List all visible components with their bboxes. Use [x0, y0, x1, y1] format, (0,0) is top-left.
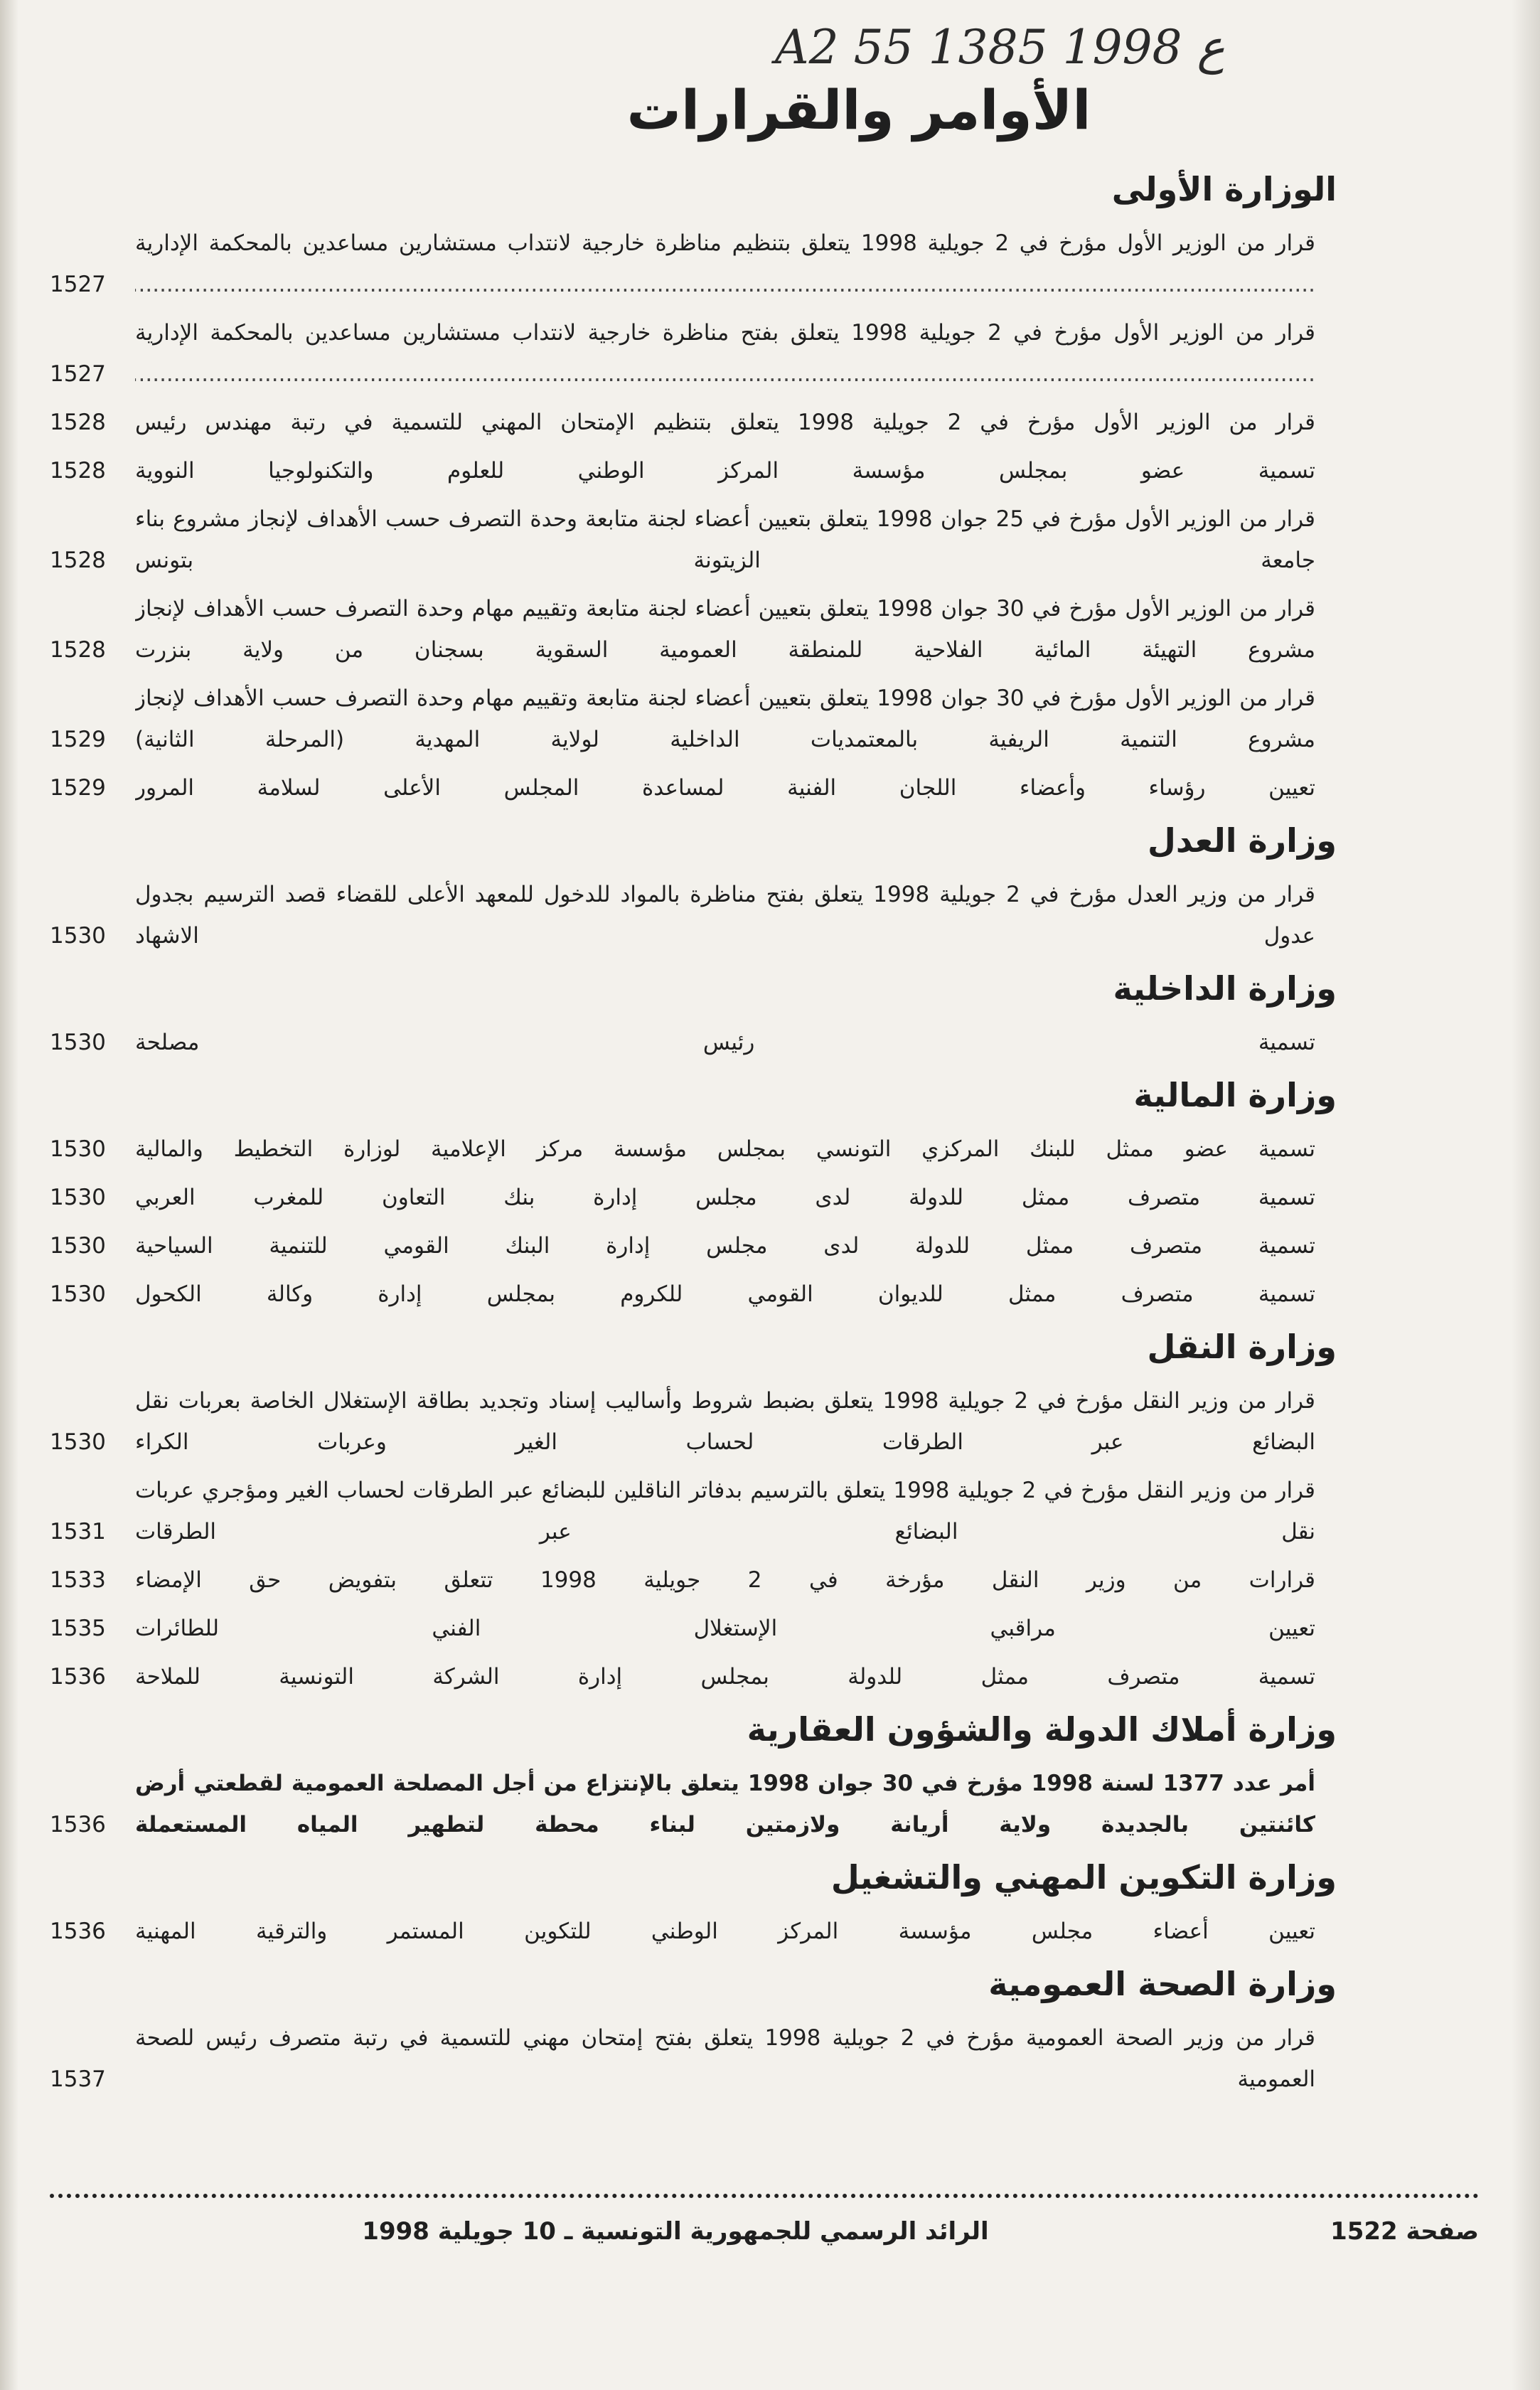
entry-page-number: 1530 — [50, 1233, 106, 1259]
section-title: وزارة المالية — [1133, 1076, 1337, 1114]
toc-entry[interactable] — [50, 767, 1337, 809]
entry-text: تسمية متصرف ممثل للدولة لدى مجلس إدارة بنك التعاون للمغرب العربي ..... — [135, 1185, 1315, 1218]
toc-entry[interactable] — [50, 2017, 1337, 2100]
table-of-contents — [50, 160, 1337, 2113]
entry-text: أمر عدد 1377 لسنة 1998 مؤرخ في 30 جوان 1998 يتعلق بالإنتزاع من أجل المصلحة العمومية لقطعتي أرض كائنتين بالجديدة ولاية أريانة ولازمتين لبناء محطة لتطهير المياه المستعملة ..... — [135, 1771, 1315, 1845]
entry-text: قرار من وزير النقل مؤرخ في 2 جويلية 1998 يتعلق بالترسيم بدفاتر الناقلين للبضائع عبر الطرقات لحساب الغير ومؤجري عربات نقل البضائع عبر الطرقات ..... — [135, 1478, 1315, 1552]
scan-edge-shadow-left — [0, 0, 18, 2390]
entry-page-number: 1533 — [50, 1567, 106, 1593]
scan-edge-shadow — [1512, 0, 1540, 2390]
toc-entry[interactable] — [50, 450, 1337, 491]
footer-page-number: صفحة 1522 — [1330, 2217, 1479, 2246]
toc-entry[interactable] — [50, 588, 1337, 671]
entry-text: تسمية رئيس مصلحة ..... — [135, 1030, 1315, 1063]
toc-entry[interactable] — [50, 1225, 1337, 1266]
section-justice — [50, 821, 1337, 956]
entry-page-number: 1528 — [50, 548, 106, 573]
footer-dotted-rule — [50, 2194, 1479, 2198]
toc-entry[interactable] — [50, 312, 1337, 395]
entry-text: تعيين مراقبي الإستغلال الفني للطائرات ..... — [135, 1616, 1315, 1649]
entry-page-number: 1529 — [50, 727, 106, 752]
toc-entry[interactable] — [50, 1129, 1337, 1170]
entry-text: قرار من الوزير الأول مؤرخ في 2 جويلية 1998 يتعلق بتنظيم الإمتحان المهني للتسمية في رتبة مهندس رئيس ..... — [135, 410, 1315, 443]
toc-entry[interactable] — [50, 402, 1337, 443]
entry-text: تسمية متصرف ممثل للدولة بمجلس إدارة الشركة التونسية للملاحة ..... — [135, 1664, 1315, 1697]
page-title: الأوامر والقرارات — [626, 78, 1091, 142]
entry-text: قرار من الوزير الأول مؤرخ في 30 جوان 1998 يتعلق بتعيين أعضاء لجنة متابعة وتقييم مهام وحدة التصرف حسب الأهداف لإنجاز مشروع التهيئة المائية الفلاحية للمنطقة العمومية السقوية بسجنان من ولاية بنزرت ..... — [135, 596, 1315, 671]
entry-page-number: 1527 — [50, 361, 106, 387]
toc-entry[interactable] — [50, 1656, 1337, 1697]
entry-page-number: 1528 — [50, 637, 106, 663]
section-transport — [50, 1328, 1337, 1697]
entry-page-number: 1529 — [50, 775, 106, 801]
page-footer — [50, 2217, 1479, 2253]
entry-text: قرار من وزير الصحة العمومية مؤرخ في 2 جويلية 1998 يتعلق بفتح إمتحان مهني للتسمية في رتبة متصرف رئيس للصحة العمومية ..... — [135, 2025, 1315, 2100]
entry-page-number: 1530 — [50, 1281, 106, 1307]
section-title: وزارة الصحة العمومية — [988, 1965, 1337, 2003]
toc-entry[interactable] — [50, 1470, 1337, 1552]
entry-page-number: 1536 — [50, 1919, 106, 1944]
toc-entry[interactable] — [50, 1559, 1337, 1601]
entry-text: قرار من الوزير الأول مؤرخ في 30 جوان 1998 يتعلق بتعيين أعضاء لجنة متابعة وتقييم مهام وحدة التصرف حسب الأهداف لإنجاز مشروع التنمية الريفية بالمعتمديات الداخلية لولاية المهدية (المرحلة الثانية) ..... — [135, 685, 1315, 760]
entry-page-number: 1530 — [50, 923, 106, 949]
section-interior — [50, 969, 1337, 1063]
section-title: وزارة النقل — [1147, 1328, 1337, 1366]
entry-text: تسمية عضو ممثل للبنك المركزي التونسي بمجلس مؤسسة مركز الإعلامية لوزارة التخطيط والمالية ..... — [135, 1136, 1315, 1170]
section-vocational-training — [50, 1858, 1337, 1952]
entry-page-number: 1530 — [50, 1185, 106, 1210]
entry-page-number: 1536 — [50, 1664, 106, 1690]
toc-entry[interactable] — [50, 1177, 1337, 1218]
toc-entry[interactable] — [50, 1022, 1337, 1063]
entry-page-number: 1536 — [50, 1812, 106, 1837]
section-title: وزارة أملاك الدولة والشؤون العقارية — [747, 1710, 1337, 1749]
section-finance — [50, 1076, 1337, 1315]
entry-text: قرار من الوزير الأول مؤرخ في 2 جويلية 1998 يتعلق بتنظيم مناظرة خارجية لانتداب مستشارين مساعدين بالمحكمة الإدارية ..... — [135, 230, 1315, 297]
toc-entry[interactable] — [50, 1274, 1337, 1315]
toc-entry[interactable] — [50, 1911, 1337, 1952]
section-title: الوزارة الأولى — [1111, 170, 1337, 208]
toc-entry[interactable] — [50, 678, 1337, 760]
toc-entry[interactable] — [50, 1380, 1337, 1463]
entry-text: تسمية متصرف ممثل للدولة لدى مجلس إدارة البنك القومي للتنمية السياحية ..... — [135, 1233, 1315, 1266]
entry-text: قرار من وزير العدل مؤرخ في 2 جويلية 1998 يتعلق بفتح مناظرة بالمواد للدخول للمعهد الأعلى للقضاء قصد الترسيم بجدول عدول الاشهاد ..... — [135, 882, 1315, 956]
section-title: وزارة الداخلية — [1113, 969, 1337, 1008]
toc-entry[interactable] — [50, 223, 1337, 305]
entry-text: تعيين أعضاء مجلس مؤسسة المركز الوطني للتكوين المستمر والترقية المهنية ..... — [135, 1919, 1315, 1952]
entry-page-number: 1530 — [50, 1030, 106, 1055]
entry-page-number: 1530 — [50, 1136, 106, 1162]
entry-text: تسمية متصرف ممثل للديوان القومي للكروم بمجلس إدارة وكالة الكحول ..... — [135, 1281, 1315, 1315]
entry-text: قرار من الوزير الأول مؤرخ في 2 جويلية 1998 يتعلق بفتح مناظرة خارجية لانتداب مستشارين مساعدين بالمحكمة الإدارية ..... — [135, 320, 1315, 387]
entry-page-number: 1531 — [50, 1519, 106, 1545]
entry-page-number: 1528 — [50, 458, 106, 484]
section-state-property — [50, 1710, 1337, 1845]
section-title: وزارة التكوين المهني والتشغيل — [830, 1858, 1337, 1896]
toc-entry[interactable] — [50, 1763, 1337, 1845]
entry-page-number: 1527 — [50, 272, 106, 297]
annotation-text: A2 55 ع 1998 1385 — [775, 20, 1225, 75]
footer-publication: الرائد الرسمي للجمهورية التونسية ـ 10 جويلية 1998 — [362, 2217, 989, 2246]
entry-text: تعيين رؤساء وأعضاء اللجان الفنية لمساعدة المجلس الأعلى لسلامة المرور ..... — [135, 775, 1315, 809]
entry-text: قرار من الوزير الأول مؤرخ في 25 جوان 1998 يتعلق بتعيين أعضاء لجنة متابعة وحدة التصرف حسب الأهداف لإنجاز مشروع بناء جامعة الزيتونة بتونس ..... — [135, 506, 1315, 581]
entry-page-number: 1535 — [50, 1616, 106, 1641]
entry-text: قرار من وزير النقل مؤرخ في 2 جويلية 1998 يتعلق بضبط شروط وأساليب إسناد وتجديد بطاقة الإستغلال الخاصة بعربات نقل البضائع عبر الطرقات لحساب الغير وعربات الكراء ..... — [135, 1388, 1315, 1463]
section-title: وزارة العدل — [1148, 821, 1337, 860]
toc-entry[interactable] — [50, 498, 1337, 581]
entry-page-number: 1537 — [50, 2066, 106, 2092]
toc-entry[interactable] — [50, 1608, 1337, 1649]
entry-page-number: 1528 — [50, 410, 106, 435]
section-public-health — [50, 1965, 1337, 2100]
toc-entry[interactable] — [50, 874, 1337, 956]
entry-text: قرارات من وزير النقل مؤرخة في 2 جويلية 1998 تتعلق بتفويض حق الإمضاء ..... — [135, 1567, 1315, 1601]
entry-text: تسمية عضو بمجلس مؤسسة المركز الوطني للعلوم والتكنولوجيا النووية ..... — [135, 458, 1315, 491]
section-first-ministry — [50, 170, 1337, 809]
entry-page-number: 1530 — [50, 1429, 106, 1455]
